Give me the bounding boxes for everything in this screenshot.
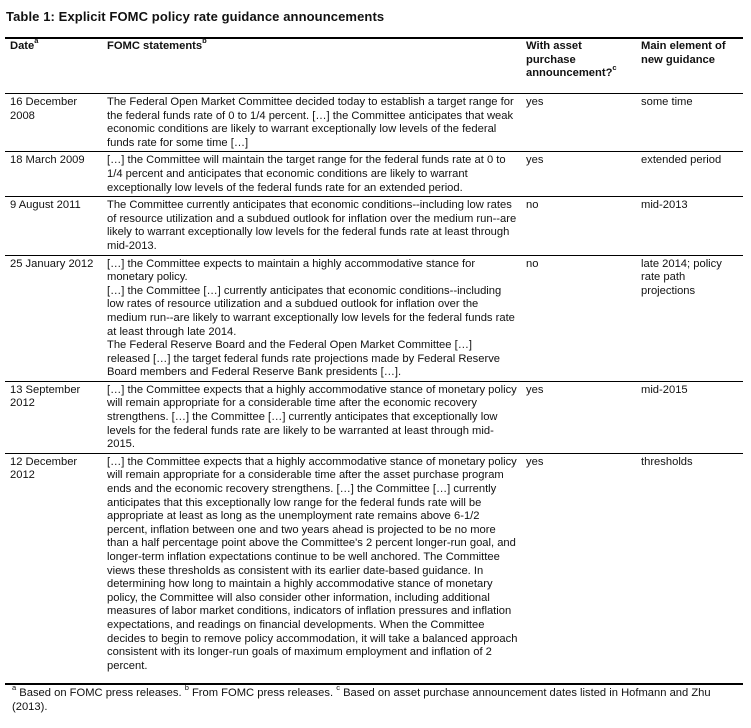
row-date: 25 January 2012 [5, 255, 101, 381]
header-main-guidance: Main element of new guidance [636, 39, 743, 94]
header-statements: FOMC statements$^b$ [101, 39, 521, 94]
statement-paragraph: The Federal Open Market Committee decided today to establish a target range for the federal funds rate of 0 to 1/4 percent. […] the Committee anticipates that weak economic conditions are likely to warrant exceptionally low levels of the federal funds rate for some time […] [107, 96, 514, 149]
statement-paragraph: […] the Committee expects that a highly accommodative stance of monetary policy will remain appropriate for a considerable time after the economic recovery strengthens. […] the Committee […] currently anticipates that exceptionally low levels for the federal funds rate are likely to be warranted at least through mid-2015. [107, 383, 517, 451]
bottom-rule [5, 683, 743, 685]
footnote-a-text: Based on FOMC press releases. [19, 687, 182, 699]
row-statements [101, 381, 521, 453]
table-row [5, 197, 743, 255]
header-date: Date$^a$ [5, 39, 101, 94]
row-main-guidance: extended period [636, 152, 743, 197]
row-date: 9 August 2011 [5, 197, 101, 255]
fomc-guidance-table [5, 36, 743, 674]
row-statements [101, 453, 521, 674]
row-date: 18 March 2009 [5, 152, 101, 197]
row-statements [101, 94, 521, 152]
footnote-c-mark: c [336, 683, 340, 693]
statement-paragraph: The Committee currently anticipates that economic conditions--including low rates of resource utilization and a subdued outlook for inflation over the medium run--are likely to warrant exceptionally low levels for the federal funds rate at least through mid-2013. [107, 199, 517, 252]
row-asset-purchase: yes [521, 152, 636, 197]
row-main-guidance: mid-2015 [636, 381, 743, 453]
row-main-guidance: thresholds [641, 455, 693, 468]
footnote-b-text: From FOMC press releases. [191, 687, 334, 699]
footnote-mark-c: c [612, 63, 617, 73]
table-row [5, 255, 743, 381]
row-asset-purchase: no [521, 197, 636, 255]
row-asset-purchase: no [521, 255, 636, 381]
row-date: 12 December 2012 [10, 455, 78, 482]
row-asset-purchase: yes [526, 455, 544, 468]
footnote-mark-a: a [34, 36, 39, 46]
statement-paragraph: […] the Committee expects to maintain a highly accommodative stance for monetary policy. [107, 257, 476, 284]
footnote-a-mark: a [12, 683, 17, 693]
footnote-mark-b: b [202, 36, 207, 46]
header-asset-purchase: With asset purchase announcement?$^c$ [521, 39, 636, 94]
row-statements [101, 255, 521, 381]
table-row [5, 152, 743, 197]
row-main-guidance: some time [636, 94, 743, 152]
table-row [5, 94, 743, 152]
row-statements [101, 197, 521, 255]
row-statements [101, 152, 521, 197]
footnote-b-mark: b [184, 683, 189, 693]
table-row [5, 381, 743, 453]
table-row [5, 453, 743, 674]
statement-paragraph: […] the Committee […] currently anticipates that economic conditions--including low rates of resource utilization and a subdued outlook for inflation over the medium run--are likely to warrant exceptionally low levels for the federal funds rate at least through late 2014. [107, 284, 515, 338]
statement-paragraph: The Federal Reserve Board and the Federal Open Market Committee […] released […] the target federal funds rate projections made by Federal Reserve Board members and Federal Reserve Bank presidents […]. [107, 339, 501, 379]
row-asset-purchase: yes [521, 94, 636, 152]
row-date: 16 December 2008 [5, 94, 101, 152]
header-row [5, 39, 743, 94]
table-footnote [12, 683, 734, 714]
table-title: Table 1: Explicit FOMC policy rate guidance announcements [6, 9, 385, 24]
row-date: 13 September 2012 [5, 381, 101, 453]
footnote-c-text: Based on asset purchase announcement dates listed in Hofmann and Zhu (2013). [12, 687, 711, 713]
row-asset-purchase: yes [521, 381, 636, 453]
row-main-guidance: mid-2013 [636, 197, 743, 255]
row-main-guidance: late 2014; policy rate path projections [636, 255, 743, 381]
statement-paragraph: […] the Committee will maintain the target range for the federal funds rate at 0 to 1/4 percent and anticipates that economic conditions are likely to warrant exceptionally low levels of the federal funds rate for an extended period. [107, 154, 506, 194]
statement-paragraph: […] the Committee expects that a highly accommodative stance of monetary policy will remain appropriate for a considerable time after the asset purchase program ends and the economic recovery strengthens. […] the Committee […] currently anticipates that this exceptionally low range for the federal funds rate will be appropriate at least as long as the unemployment rate remains above 6-1/2 percent, inflation between one and two years ahead is projected to be no more than a half percentage point above the Committee's 2 percent longer-run goal, and longer-term inflation expectations continue to be well anchored. The Committee views these thresholds as consistent with its earlier date-based guidance. In determining how long to maintain a highly accommodative stance of monetary policy, the Committee will also consider other information, including additional measures of labor market conditions, indicators of inflation pressures and inflation expectations, and readings on financial developments. When the Committee decides to begin to remove policy accommodation, it will take a balanced approach consistent with its longer-run goals of maximum employment and inflation of 2 percent. [107, 455, 518, 672]
